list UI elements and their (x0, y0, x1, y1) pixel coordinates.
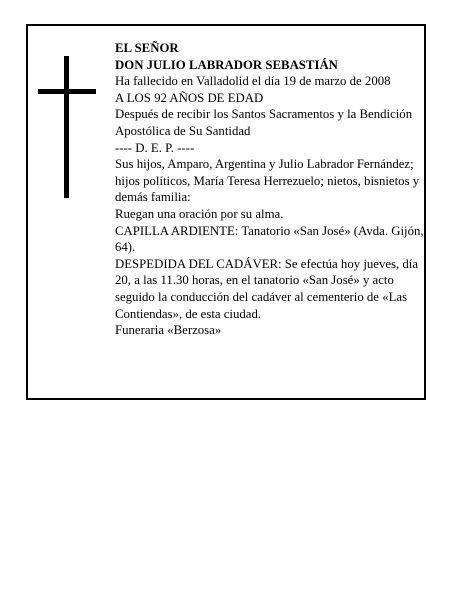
notice-title: EL SEÑOR (115, 41, 179, 55)
cross-vertical-bar (64, 56, 69, 198)
obituary-notice (26, 24, 426, 400)
latin-cross-icon (38, 56, 96, 198)
rest-in-peace-line: ---- D. E. P. ---- (115, 140, 195, 155)
farewell-info: DESPEDIDA DEL CADÁVER: Se efectúa hoy jueves, día 20, a las 11.30 horas, en el tanatorio «San José» y acto seguido la conducción del cadáver al cementerio de «Las Contiendas», de esta ciudad. (115, 256, 419, 321)
sacraments-statement: Después de recibir los Santos Sacramentos y la Bendición Apostólica de Su Santidad (115, 107, 413, 138)
obituary-text (115, 40, 427, 339)
funeral-home: Funeraria «Berzosa» (115, 323, 222, 338)
deceased-name: DON JULIO LABRADOR SEBASTIÁN (115, 57, 338, 72)
cross-horizontal-bar (38, 89, 96, 94)
family-statement: Sus hijos, Amparo, Argentina y Julio Labrador Fernández; hijos políticos, María Teresa Herrezuelo; nietos, bisnietos y demás familia: (115, 157, 420, 205)
death-statement: Ha fallecido en Valladolid el día 19 de marzo de 2008 (115, 74, 391, 89)
age-statement: A LOS 92 AÑOS DE EDAD (115, 90, 264, 105)
prayer-request: Ruegan una oración por su alma. (115, 206, 284, 221)
funeral-chapel-info: CAPILLA ARDIENTE: Tanatorio «San José» (Avda. Gijón, 64). (115, 223, 424, 255)
